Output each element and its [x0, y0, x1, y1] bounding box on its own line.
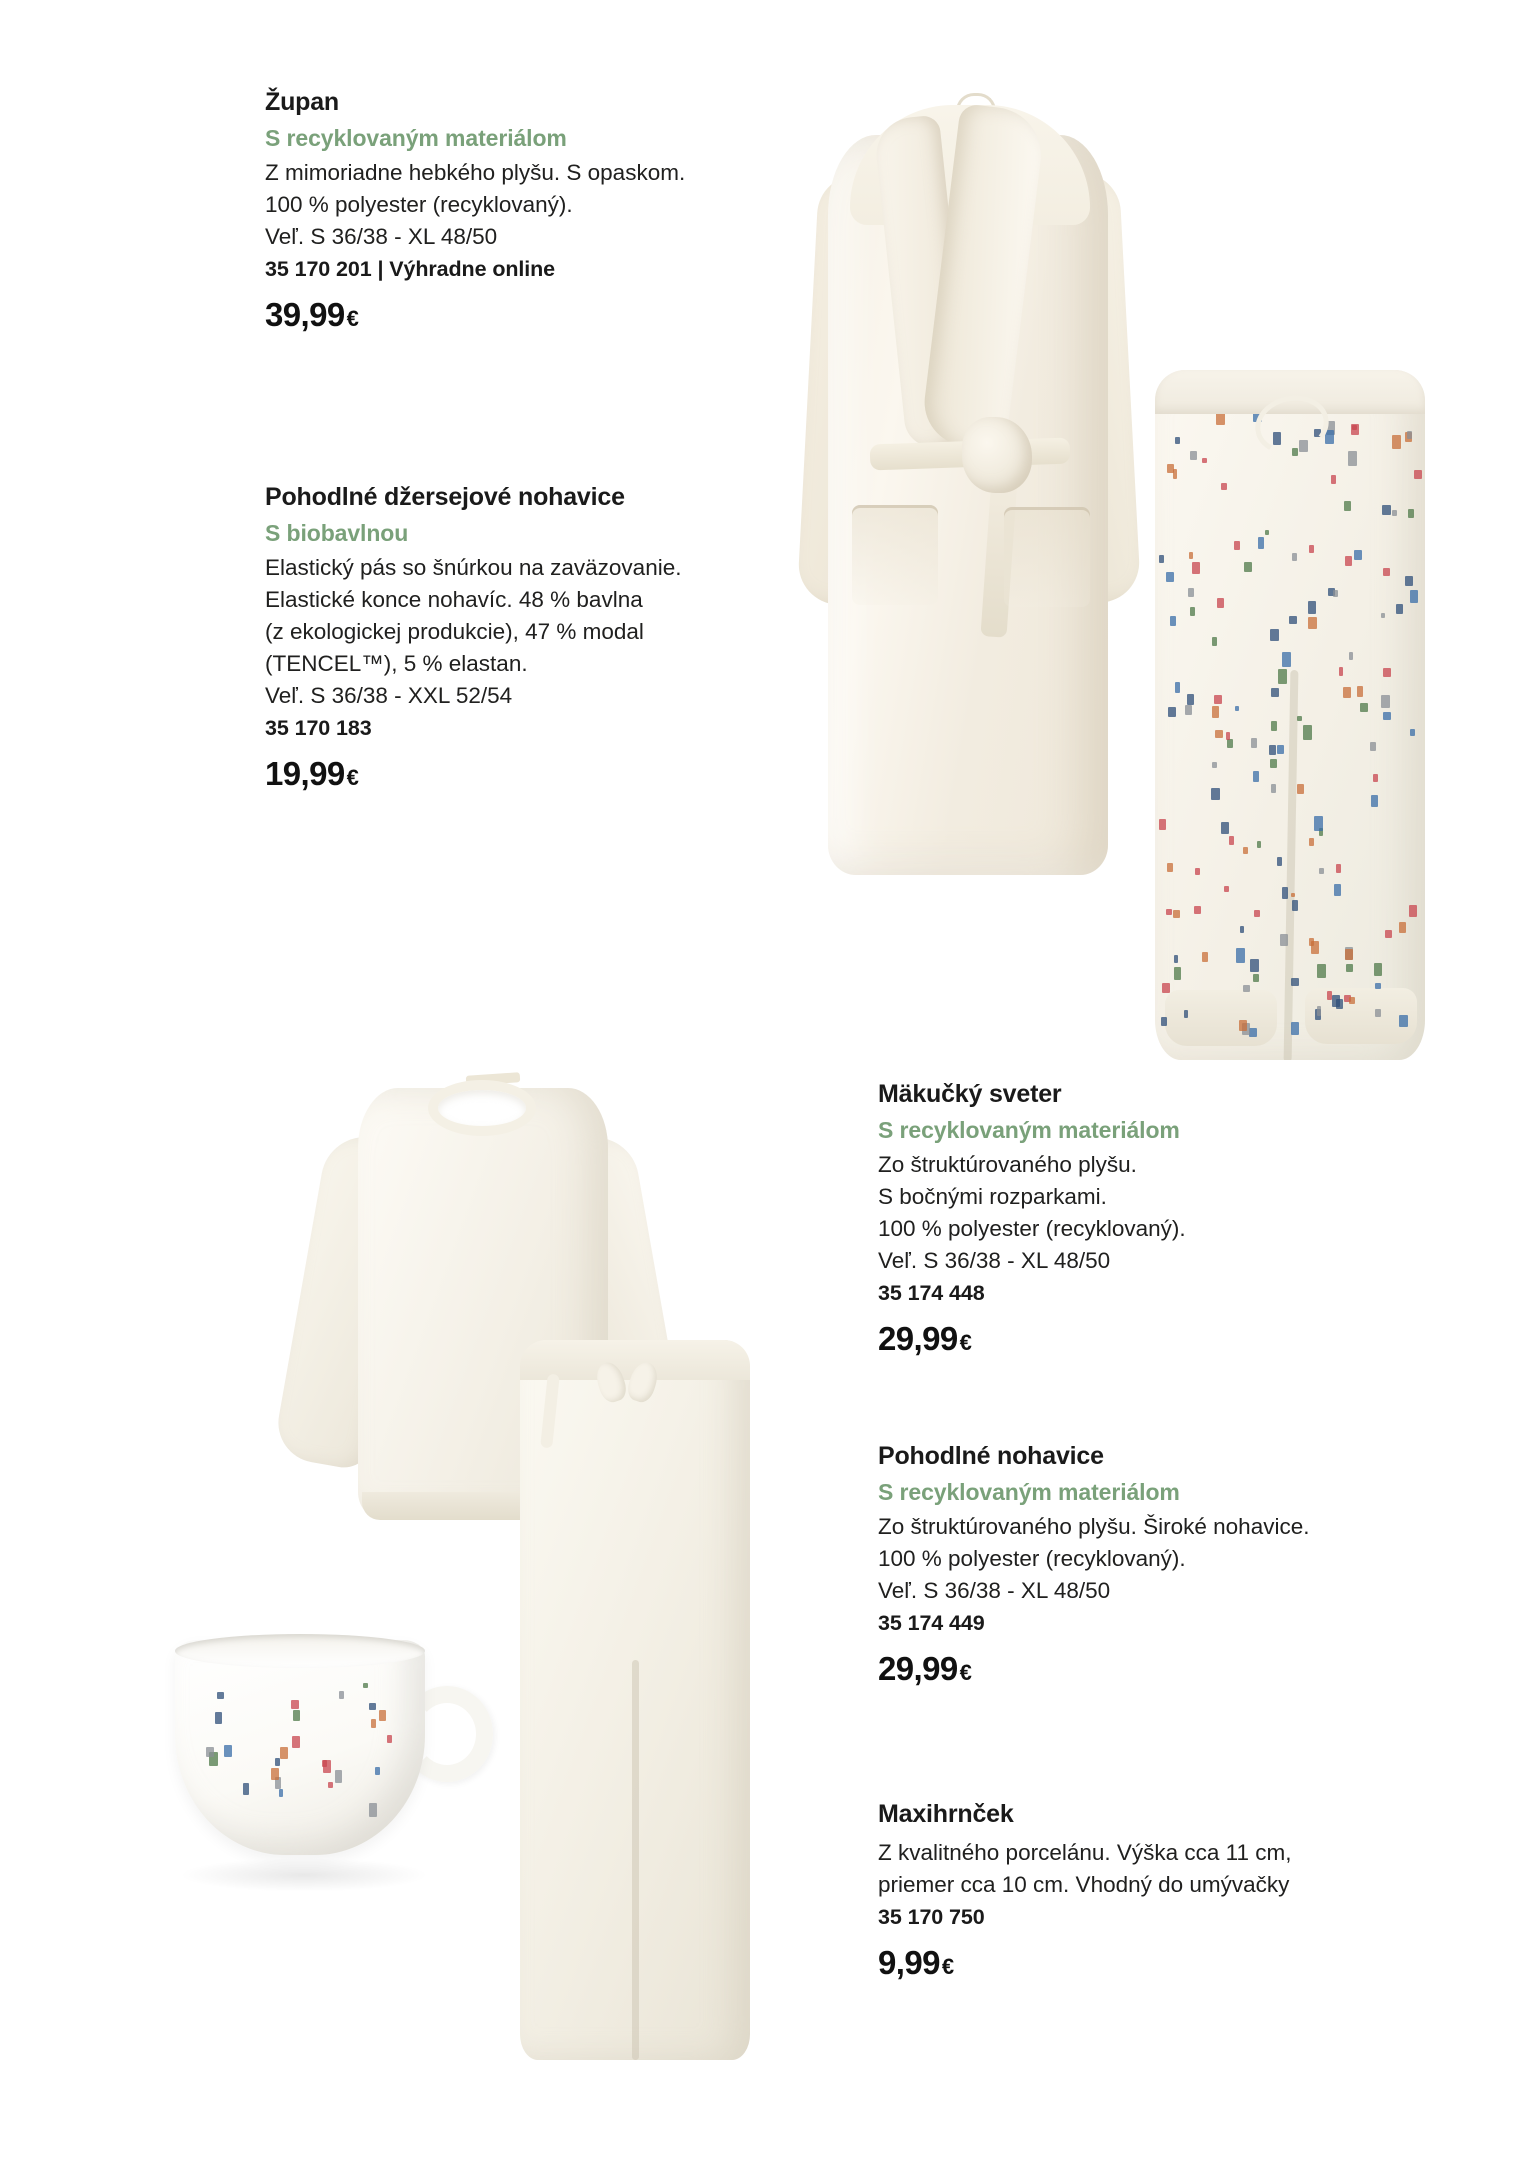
- product-description: [878, 1837, 1438, 1901]
- print-motif: [1297, 784, 1304, 794]
- print-motif: [1392, 435, 1401, 449]
- print-motif: [1234, 541, 1240, 550]
- print-motif: [1195, 868, 1200, 875]
- print-motif: [1277, 745, 1284, 754]
- print-motif: [1202, 458, 1207, 463]
- desc-line: Veľ. S 36/38 - XL 48/50: [878, 1577, 1111, 1603]
- print-motif: [1336, 864, 1341, 873]
- print-motif: [1410, 729, 1415, 736]
- print-motif: [1331, 475, 1336, 484]
- print-motif: [1339, 667, 1343, 676]
- print-motif: [1174, 955, 1178, 963]
- print-motif: [1226, 732, 1230, 740]
- print-motif: [1174, 967, 1181, 980]
- print-motif: [1349, 652, 1353, 660]
- print-motif: [1278, 669, 1287, 684]
- robe-belt-knot: [962, 417, 1032, 493]
- print-motif: [387, 1735, 392, 1743]
- price-currency: €: [346, 764, 359, 790]
- print-motif: [339, 1691, 344, 1699]
- print-motif: [217, 1692, 224, 1699]
- print-motif: [1240, 926, 1244, 933]
- product-block-pohodlne-nohavice: [878, 1442, 1448, 1688]
- print-motif: [363, 1683, 368, 1688]
- price-currency: €: [959, 1329, 972, 1355]
- print-motif: [1392, 510, 1397, 516]
- desc-line: Veľ. S 36/38 - XL 48/50: [878, 1247, 1111, 1273]
- print-motif: [275, 1758, 280, 1766]
- print-motif: [1344, 501, 1351, 511]
- price-currency: €: [941, 1953, 955, 1979]
- print-motif: [1184, 1010, 1188, 1018]
- print-motif: [1282, 887, 1288, 899]
- knit-trousers-center-seam: [632, 1660, 639, 2060]
- print-motif: [1317, 964, 1326, 978]
- print-motif: [1271, 688, 1279, 697]
- print-motif: [1202, 952, 1208, 962]
- print-motif: [1311, 941, 1319, 954]
- print-motif: [215, 1712, 222, 1724]
- desc-line: (TENCEL™), 5 % elastan.: [265, 650, 528, 676]
- print-motif: [1243, 985, 1250, 992]
- print-motif: [1360, 703, 1368, 712]
- desc-line: 100 % polyester (recyklovaný).: [878, 1215, 1186, 1241]
- price-currency: €: [346, 305, 359, 331]
- print-motif: [1383, 712, 1391, 720]
- desc-line: Elastické konce nohavíc. 48 % bavlna: [265, 586, 643, 612]
- mug-body: [175, 1640, 425, 1855]
- print-motif: [1357, 686, 1363, 697]
- print-motif: [1221, 483, 1227, 490]
- print-motif: [1407, 431, 1412, 439]
- print-motif: [369, 1703, 376, 1710]
- print-motif: [1349, 997, 1355, 1004]
- print-motif: [1159, 819, 1166, 830]
- print-motif: [1189, 552, 1193, 559]
- print-motif: [335, 1770, 342, 1783]
- robe-pocket-right: [1004, 507, 1090, 607]
- print-motif: [1333, 590, 1338, 597]
- trousers-print-pattern: [1155, 410, 1425, 1050]
- print-motif: [1375, 983, 1381, 989]
- trousers-body: [1155, 370, 1425, 1060]
- print-motif: [206, 1747, 214, 1757]
- print-motif: [280, 1747, 288, 1759]
- desc-line: Zo štruktúrovaného plyšu. Široké nohavice.: [878, 1514, 1310, 1539]
- print-motif: [1239, 1020, 1247, 1031]
- print-motif: [1173, 910, 1180, 918]
- print-motif: [293, 1710, 300, 1721]
- print-motif: [1291, 893, 1295, 897]
- product-eco-label: S biobavlnou: [265, 520, 409, 546]
- print-motif: [1224, 886, 1229, 892]
- price-value: 19,99: [265, 754, 345, 792]
- print-motif: [291, 1700, 299, 1709]
- print-motif: [1211, 788, 1220, 800]
- product-article-number: 35 174 449: [878, 1610, 985, 1635]
- print-motif: [1410, 590, 1418, 603]
- desc-line: 100 % polyester (recyklovaný).: [878, 1545, 1186, 1571]
- print-motif: [1351, 424, 1359, 435]
- product-image-mug: [165, 1630, 495, 1910]
- print-motif: [1221, 822, 1229, 834]
- print-motif: [1383, 568, 1390, 576]
- print-motif: [1168, 707, 1176, 717]
- print-motif: [279, 1789, 283, 1797]
- product-eco-label: S recyklovaným materiálom: [878, 1479, 1180, 1505]
- print-motif: [1243, 847, 1248, 854]
- print-motif: [1253, 974, 1259, 982]
- print-motif: [1236, 948, 1245, 963]
- desc-line: Elastický pás so šnúrkou na zaväzovanie.: [265, 555, 682, 580]
- print-motif: [1187, 694, 1194, 705]
- desc-line: Z mimoriadne hebkého plyšu. S opaskom.: [265, 160, 686, 185]
- mug-rim: [175, 1634, 425, 1668]
- print-motif: [1291, 1022, 1299, 1035]
- desc-line: 100 % polyester (recyklovaný).: [265, 191, 573, 217]
- print-motif: [1303, 725, 1312, 740]
- print-motif: [1381, 695, 1390, 708]
- product-image-knit-trousers: [520, 1340, 750, 2080]
- print-motif: [1332, 995, 1340, 1007]
- print-motif: [1251, 738, 1257, 748]
- desc-line: Z kvalitného porcelánu. Výška cca 11 cm,: [878, 1840, 1292, 1865]
- print-motif: [1227, 739, 1233, 748]
- print-motif: [1381, 613, 1385, 618]
- print-motif: [1375, 1009, 1381, 1017]
- print-motif: [1265, 530, 1269, 535]
- print-motif: [328, 1782, 333, 1788]
- product-price: [265, 296, 795, 334]
- desc-line: S bočnými rozparkami.: [878, 1183, 1107, 1209]
- print-motif: [1317, 1006, 1321, 1016]
- print-motif: [1354, 550, 1362, 560]
- print-motif: [371, 1719, 376, 1728]
- product-article-number: 35 170 183: [265, 715, 372, 740]
- print-motif: [1166, 572, 1174, 582]
- print-motif: [1308, 617, 1317, 629]
- print-motif: [1166, 909, 1172, 915]
- print-motif: [1161, 1017, 1167, 1026]
- mug-shadow: [179, 1858, 429, 1892]
- print-motif: [1383, 668, 1391, 677]
- print-motif: [1271, 721, 1277, 731]
- price-currency: €: [959, 1659, 972, 1685]
- print-motif: [1215, 730, 1223, 738]
- product-price: [265, 755, 795, 793]
- product-block-makucky-sveter: [878, 1080, 1438, 1358]
- print-motif: [1405, 576, 1413, 586]
- product-title: Mäkučký sveter: [878, 1080, 1062, 1108]
- print-motif: [1292, 553, 1297, 561]
- product-description: [265, 552, 795, 712]
- print-motif: [1270, 759, 1277, 768]
- print-motif: [1370, 742, 1376, 751]
- print-motif: [1345, 949, 1353, 960]
- print-motif: [379, 1710, 386, 1721]
- print-motif: [1374, 963, 1382, 976]
- product-title: Pohodlné nohavice: [878, 1442, 1104, 1470]
- print-motif: [1170, 616, 1176, 626]
- print-motif: [292, 1736, 300, 1748]
- print-motif: [1257, 841, 1261, 848]
- print-motif: [1385, 930, 1392, 938]
- print-motif: [1162, 983, 1170, 993]
- print-motif: [1167, 863, 1173, 872]
- print-motif: [1229, 836, 1234, 845]
- desc-line: (z ekologickej produkcie), 47 % modal: [265, 618, 644, 644]
- print-motif: [1343, 687, 1351, 698]
- price-value: 9,99: [878, 1943, 940, 1981]
- print-motif: [1190, 607, 1195, 616]
- print-motif: [1408, 509, 1414, 518]
- product-article-number: 35 170 750: [878, 1904, 985, 1929]
- product-description: [878, 1149, 1438, 1277]
- print-motif: [1212, 706, 1219, 718]
- print-motif: [224, 1745, 232, 1757]
- print-motif: [1297, 716, 1302, 721]
- print-motif: [1190, 451, 1197, 460]
- print-motif: [1250, 959, 1259, 972]
- print-motif: [1396, 604, 1403, 614]
- print-motif: [1371, 795, 1378, 807]
- print-motif: [1188, 588, 1194, 597]
- desc-line: Veľ. S 36/38 - XXL 52/54: [265, 682, 513, 708]
- print-motif: [1382, 505, 1391, 515]
- print-motif: [1249, 1028, 1257, 1037]
- product-price: [878, 1650, 1448, 1688]
- print-motif: [1319, 868, 1324, 874]
- print-motif: [1345, 556, 1352, 566]
- print-motif: [1212, 762, 1217, 768]
- product-description: [265, 157, 795, 253]
- print-motif: [1414, 470, 1422, 479]
- print-motif: [1282, 652, 1291, 667]
- price-value: 29,99: [878, 1649, 958, 1687]
- print-motif: [1194, 906, 1201, 914]
- desc-line: priemer cca 10 cm. Vhodný do umývačky: [878, 1871, 1290, 1897]
- print-motif: [1244, 562, 1252, 572]
- knit-trousers-bow: [598, 1362, 656, 1458]
- print-motif: [1277, 857, 1282, 866]
- price-value: 39,99: [265, 295, 345, 333]
- print-motif: [1314, 816, 1323, 831]
- product-title: Pohodlné džersejové nohavice: [265, 483, 625, 511]
- robe-pocket-left: [852, 505, 938, 605]
- desc-line: Veľ. S 36/38 - XL 48/50: [265, 223, 498, 249]
- print-motif: [1309, 838, 1314, 846]
- print-motif: [1327, 991, 1332, 1000]
- print-motif: [1309, 545, 1314, 553]
- product-title: Maxihrnček: [878, 1800, 1014, 1828]
- desc-line: Zo štruktúrovaného plyšu.: [878, 1152, 1137, 1177]
- product-article-number: 35 170 201 | Výhradne online: [265, 256, 556, 281]
- print-motif: [1399, 922, 1406, 933]
- print-motif: [1292, 900, 1298, 911]
- print-motif: [1291, 978, 1299, 986]
- product-title: Župan: [265, 88, 339, 116]
- print-motif: [1175, 682, 1180, 693]
- print-motif: [1175, 437, 1180, 444]
- print-motif: [1173, 469, 1177, 479]
- product-block-dzersejove-nohavice: [265, 483, 795, 793]
- product-article-number: 35 174 448: [878, 1280, 985, 1305]
- print-motif: [1253, 771, 1259, 782]
- product-eco-label: S recyklovaným materiálom: [878, 1117, 1180, 1143]
- product-block-zupan: [265, 88, 795, 334]
- print-motif: [1270, 629, 1279, 641]
- print-motif: [1192, 562, 1200, 574]
- mug-print-pattern: [193, 1680, 403, 1820]
- print-motif: [322, 1760, 327, 1767]
- print-motif: [1280, 934, 1288, 946]
- sweater-neckline: [428, 1080, 536, 1136]
- print-motif: [1308, 601, 1316, 614]
- print-motif: [1399, 1015, 1408, 1027]
- print-motif: [1271, 784, 1276, 793]
- price-value: 29,99: [878, 1319, 958, 1357]
- product-image-bathrobe: [790, 55, 1150, 885]
- product-description: [878, 1511, 1448, 1607]
- print-motif: [1348, 451, 1357, 466]
- product-price: [878, 1944, 1438, 1982]
- print-motif: [1235, 706, 1239, 711]
- print-motif: [1258, 537, 1264, 549]
- print-motif: [375, 1767, 380, 1775]
- print-motif: [1254, 910, 1260, 917]
- print-motif: [1373, 774, 1378, 782]
- print-motif: [1217, 598, 1224, 608]
- print-motif: [1334, 884, 1341, 896]
- print-motif: [1185, 705, 1192, 715]
- print-motif: [1289, 616, 1297, 624]
- print-motif: [1159, 555, 1164, 563]
- print-motif: [271, 1768, 279, 1780]
- product-block-maxihrncek: [878, 1800, 1438, 1982]
- print-motif: [1269, 745, 1276, 755]
- print-motif: [369, 1803, 377, 1817]
- print-motif: [1409, 905, 1417, 917]
- print-motif: [1346, 964, 1353, 972]
- print-motif: [243, 1783, 249, 1795]
- print-motif: [1214, 695, 1222, 704]
- print-motif: [1212, 637, 1217, 646]
- product-eco-label: S recyklovaným materiálom: [265, 125, 567, 151]
- product-image-printed-trousers: [1155, 370, 1425, 1070]
- product-price: [878, 1320, 1438, 1358]
